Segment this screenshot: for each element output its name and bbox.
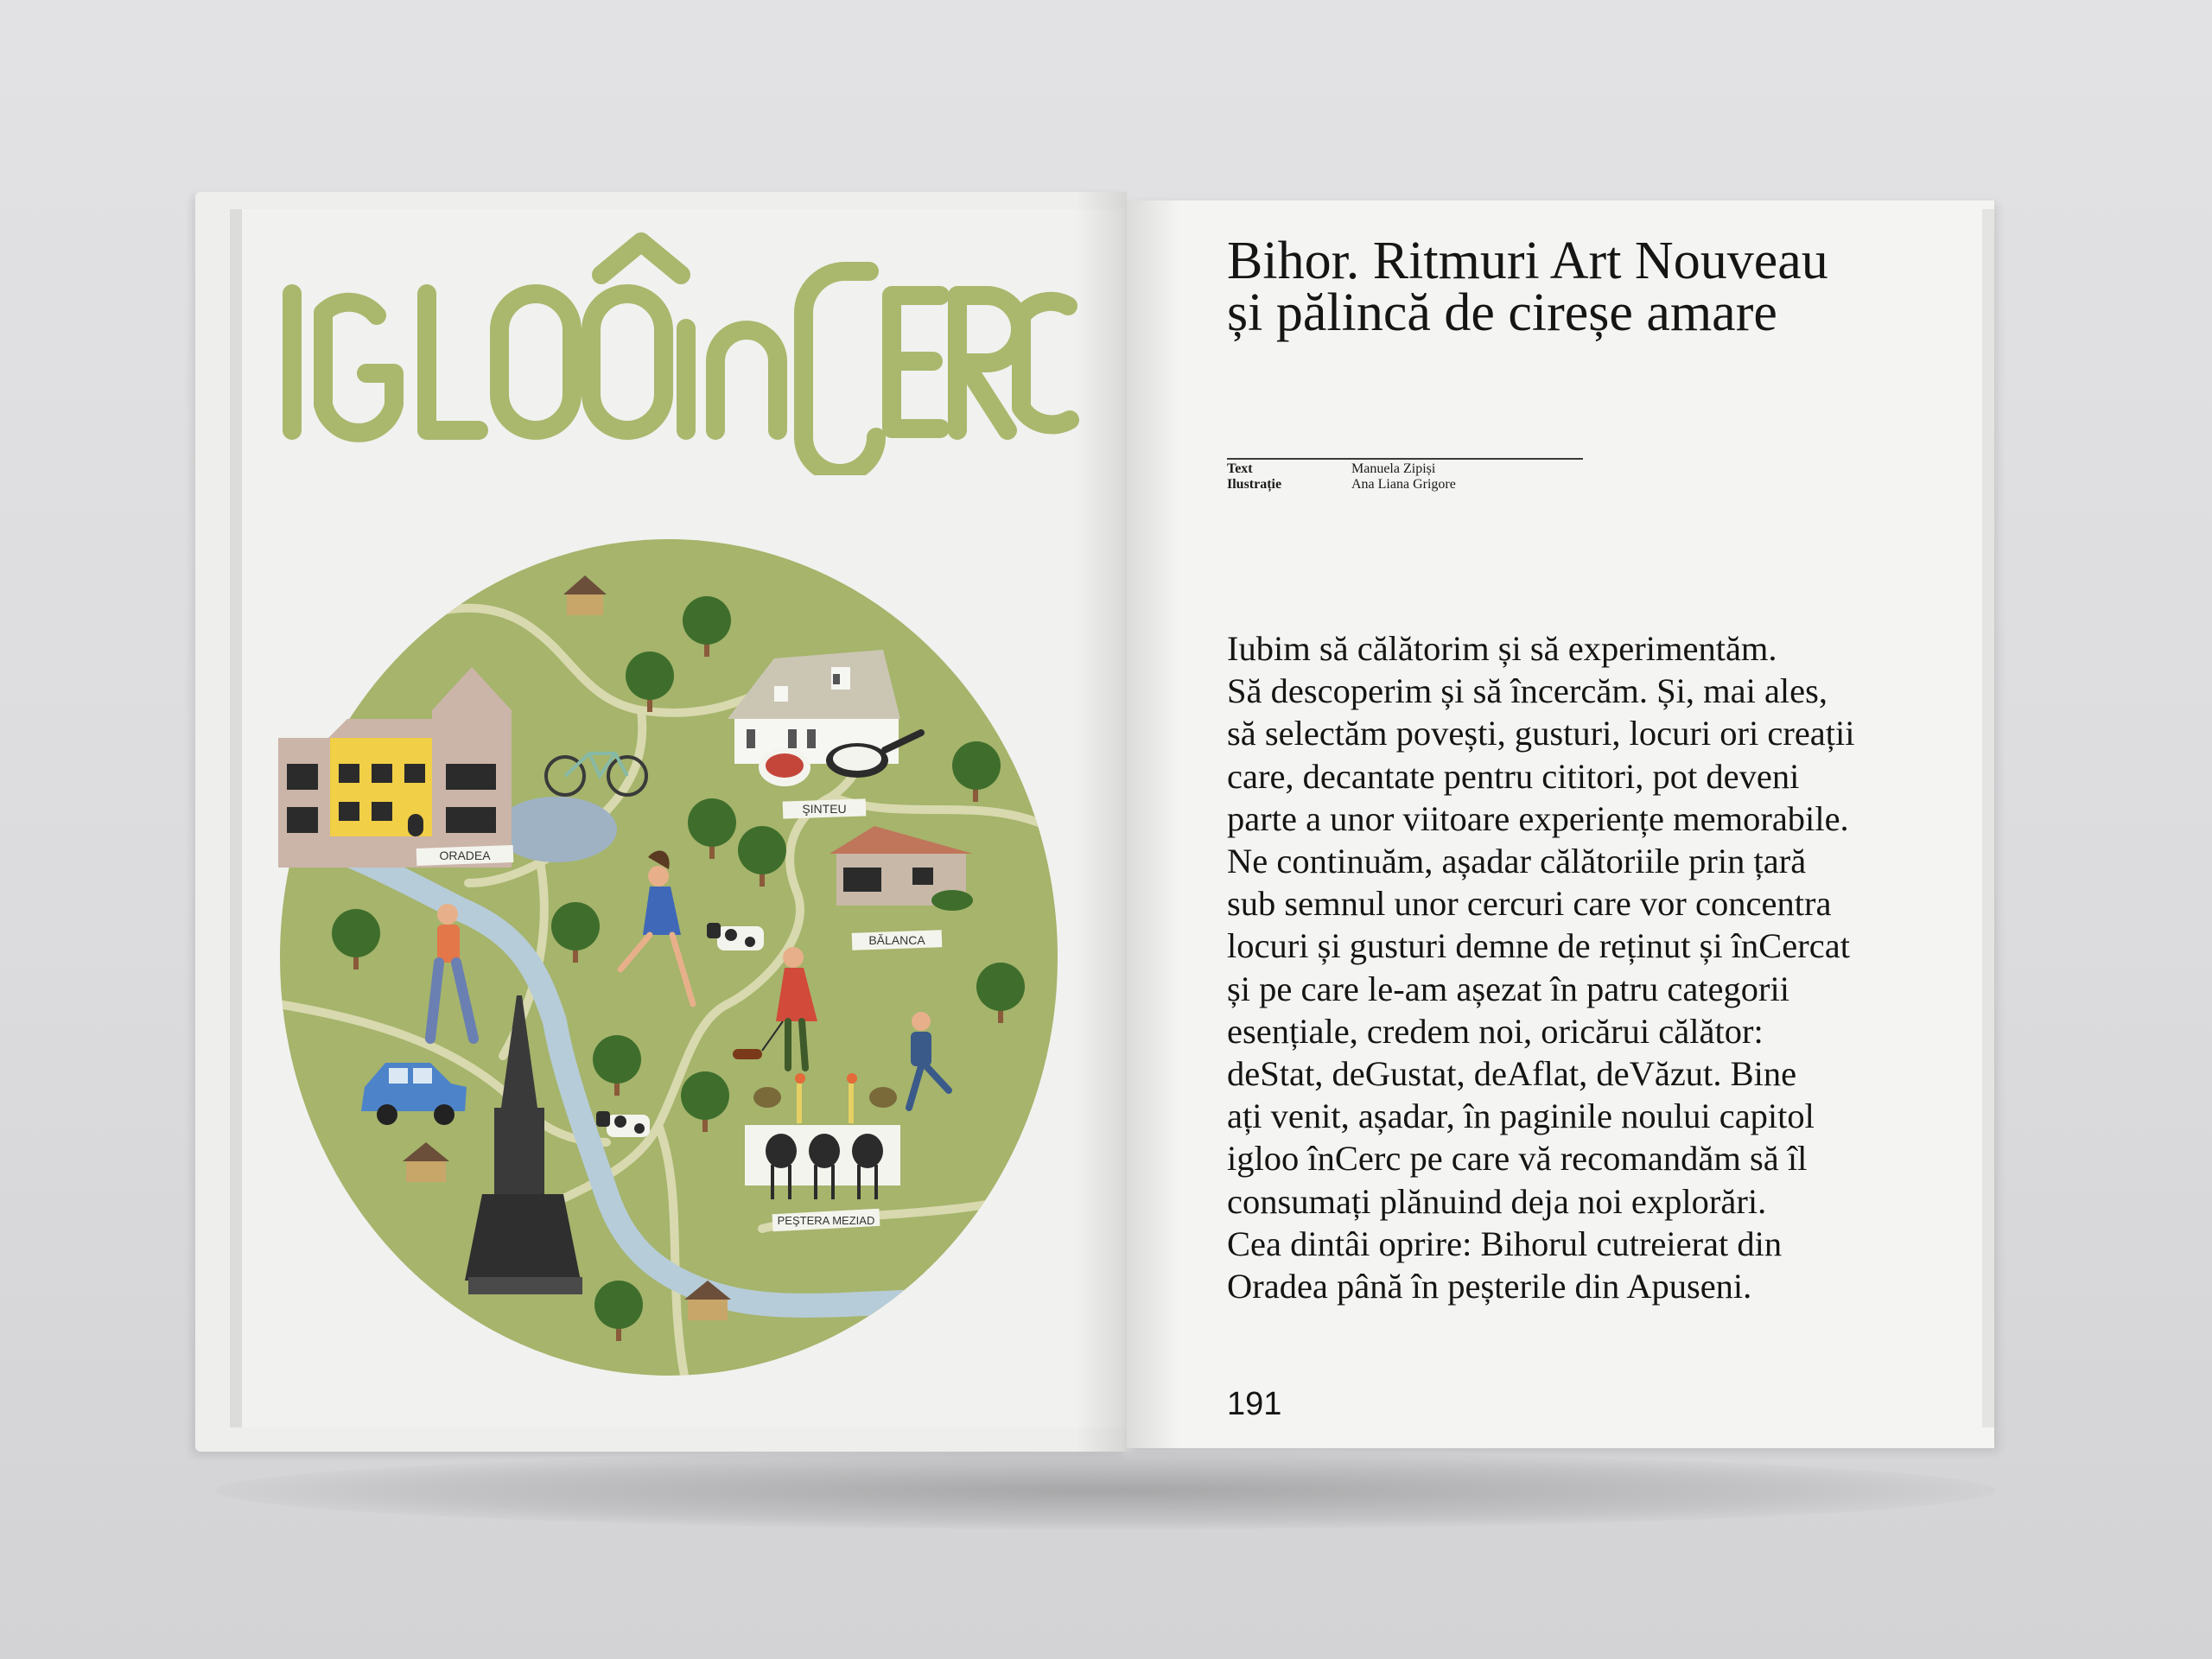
body-line: igloo înCerc pe care vă recomandăm să îl [1227,1139,1808,1179]
left-page-edge [230,209,242,1427]
article-body [1227,627,1953,1307]
body-line: sub semnul unor cercuri care vor concentra [1227,884,1832,924]
right-page-edge [1982,209,1994,1427]
body-line: Să descoperim și să încercăm. Și, mai ales, [1227,671,1828,711]
credit-value: Manuela Zipiși [1351,461,1436,476]
credit-row-text [1227,461,1583,477]
headline-line: și pălincă de cireșe amare [1227,283,1777,342]
body-line: Ne continuăm, așadar călătoriile prin țară [1227,842,1807,881]
bihor-map-illustration [278,537,1061,1376]
body-line: și pe care le-am așezat în patru categorii [1227,969,1790,1008]
body-line: care, decantate pentru cititori, pot deveni [1227,756,1800,796]
body-line: Iubim să călătorim și să experimentăm. [1227,629,1777,668]
page-number: 191 [1227,1386,1282,1422]
body-line: deStat, deGustat, deAflat, deVăzut. Bine [1227,1054,1797,1094]
svg-text:PEŞTERA MEZIAD: PEŞTERA MEZIAD [777,1214,875,1227]
igloo-incerc-logo [273,216,1085,475]
headline-line: Bihor. Ritmuri Art Nouveau [1227,232,1828,290]
body-line: esențiale, credem noi, oricărui călător: [1227,1011,1764,1051]
body-line: locuri și gusturi demne de reținut și înCercat [1227,926,1850,966]
svg-text:BĂLANCA: BĂLANCA [868,933,925,947]
body-line: Oradea până în peșterile din Apuseni. [1227,1267,1752,1306]
oradea-label [416,845,514,866]
credit-label: Ilustrație [1227,477,1282,492]
svg-text:ORADEA: ORADEA [439,849,491,862]
body-line: consumați plănuind deja noi explorări. [1227,1181,1767,1221]
balanca-label [852,930,943,950]
svg-text:ŞINTEU: ŞINTEU [802,802,847,816]
pond [496,797,617,862]
credit-row-illustration [1227,477,1583,493]
body-line: Cea dintâi oprire: Bihorul cutreierat din [1227,1224,1783,1263]
sinteu-label [783,798,867,818]
credit-label: Text [1227,461,1253,476]
credit-value: Ana Liana Grigore [1351,477,1456,492]
body-line: parte a unor viitoare experiențe memorabile. [1227,798,1849,838]
article-credits [1227,458,1583,493]
body-line: să selectăm povești, gusturi, locuri ori creații [1227,714,1855,753]
body-line: ați venit, așadar, în paginile noului capitol [1227,1096,1815,1136]
article-headline [1227,232,1936,342]
right-gutter-shadow [1127,200,1179,1448]
